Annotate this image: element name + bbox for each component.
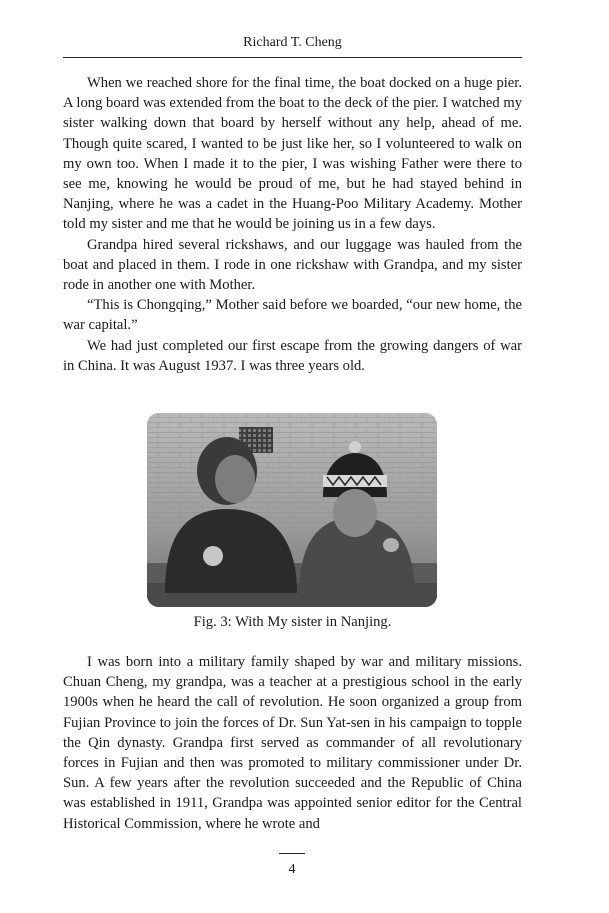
photo-two-children: [147, 413, 437, 607]
narrative-text-bottom: [63, 652, 522, 834]
header-divider: [63, 57, 522, 58]
paragraph: We had just completed our first escape from the growing dangers of war in China. It was August 1937. I was three years old.: [63, 337, 522, 374]
footer-divider: [279, 853, 305, 854]
paragraph: Grandpa hired several rickshaws, and our luggage was hauled from the boat and placed in them. I rode in one rickshaw with Grandpa, and my sister rode in another one with Mother.: [63, 236, 522, 294]
paragraph: I was born into a military family shaped by war and military missions. Chuan Cheng, my grandpa, was a teacher at a prestigious school in the early 1900s when he heard the call of revolution. He soon organized a group from Fujian Province to join the forces of Dr. Sun Yat-sen in his campaign to topple the Qin dynasty. Grandpa first served as commander of all revolutionary forces in Fujian and then was promoted to military commissioner under Dr. Sun. A few years after the revolution succeeded and the Republic of China was established in 1911, Grandpa was appointed senior editor for the Central Historical Commission, where he wrote and: [63, 654, 522, 832]
paragraph: “This is Chongqing,” Mother said before we boarded, “our new home, the war capital.”: [63, 297, 522, 334]
running-head: Richard T. Cheng: [243, 35, 342, 50]
paragraph: When we reached shore for the final time, the boat docked on a huge pier. A long board was extended from the boat to the deck of the pier. I watched my sister walking down that board by herself without any help, ahead of me. Though quite scared, I wanted to be just like her, so I volunteered to walk on my own too. When I made it to the pier, I was wishing Father were there to see me, knowing he would be proud of me, but he had stayed behind in Nanjing, where he was a cadet in the Huang-Poo Military Academy. Mother told my sister and me that he would be joining us in a few days.: [63, 75, 522, 233]
figure-caption: Fig. 3: With My sister in Nanjing.: [193, 614, 392, 630]
narrative-text-top: [63, 73, 522, 376]
page-number: 4: [288, 862, 296, 877]
